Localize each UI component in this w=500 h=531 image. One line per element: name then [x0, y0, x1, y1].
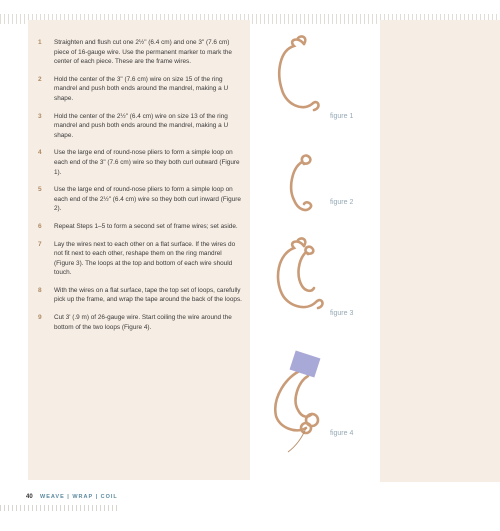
watermark: (c) Eva-lution.ru	[388, 505, 452, 515]
figure-2-label: figure 2	[330, 199, 354, 206]
step-1	[38, 38, 243, 67]
step-4	[38, 148, 243, 177]
page-number: 40	[26, 494, 33, 500]
step-number: 5	[38, 186, 42, 194]
right-page-panel	[380, 20, 500, 482]
step-3	[38, 112, 243, 141]
step-text: Lay the wires next to each other on a flat surface. If the wires do not fit next to each other, reshape them on the ring mandrel (Figure 3). The loops at the top and bottom of each wire should touch.	[54, 240, 236, 277]
step-text: Repeat Steps 1–5 to form a second set of frame wires; set aside.	[54, 222, 238, 230]
figure-1-label: figure 1	[330, 113, 354, 120]
step-number: 6	[38, 222, 42, 230]
steps-list	[38, 38, 243, 340]
step-number: 2	[38, 75, 42, 83]
step-number: 4	[38, 149, 42, 157]
step-text: Hold the center of the 3" (7.6 cm) wire on size 15 of the ring mandrel and push both ends around the mandrel, making a U shape.	[54, 75, 229, 102]
step-6	[38, 222, 243, 232]
figure-4-illustration	[262, 348, 342, 458]
deckled-edge-bottom	[0, 505, 120, 511]
figure-3-label: figure 3	[330, 310, 354, 317]
step-7	[38, 240, 243, 278]
step-5	[38, 185, 243, 214]
step-text: With the wires on a flat surface, tape the top set of loops, carefully pick up the frame, and wrap the tape around the back of the loops.	[54, 286, 242, 304]
step-number: 3	[38, 112, 42, 120]
step-9	[38, 313, 243, 332]
step-text: Hold the center of the 2½" (6.4 cm) wire on size 13 of the ring mandrel and push both ends around the mandrel, making a U shape.	[54, 112, 229, 139]
step-number: 1	[38, 39, 42, 46]
step-text: Use the large end of round-nose pliers to form a simple loop on each end of the 3" (7.6 cm) wire so they both curl outward (Figure 1).	[54, 149, 240, 176]
step-8	[38, 286, 243, 305]
step-text: Use the large end of round-nose pliers to form a simple loop on each end of the 2½" (6.4 cm) wire so they both curl inward (Figure 2).	[54, 186, 241, 213]
step-number: 9	[38, 314, 42, 322]
step-number: 7	[38, 240, 42, 248]
book-title: WEAVE | WRAP | COIL	[40, 494, 118, 500]
step-number: 8	[38, 286, 42, 294]
step-text: Cut 3' (.9 m) of 26-gauge wire. Start coiling the wire around the bottom of the two loops (Figure 4).	[54, 314, 232, 331]
figure-4-label: figure 4	[330, 430, 354, 437]
figure-1-illustration	[272, 32, 332, 122]
figure-2-illustration	[282, 150, 322, 225]
step-text: Straighten and flush cut one 2½" (6.4 cm) and one 3" (7.6 cm) piece of 16-gauge wire. Use the permanent marker to mark the center of each piece. These are the frame wires.	[54, 39, 232, 66]
step-2	[38, 75, 243, 104]
figure-3-illustration	[268, 232, 338, 322]
